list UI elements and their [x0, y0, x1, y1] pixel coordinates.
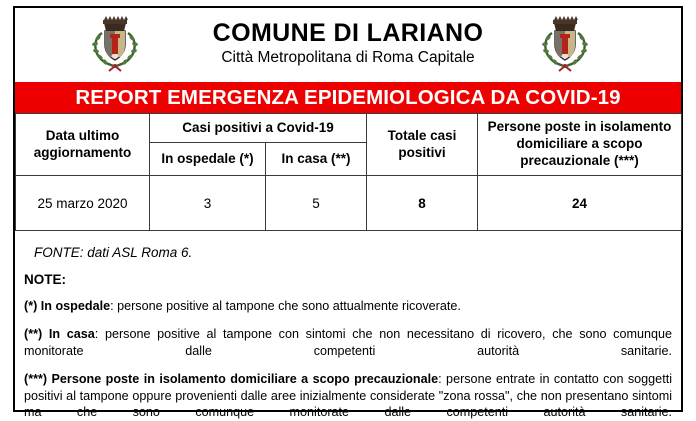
- note-marker: (***): [24, 371, 48, 386]
- page-title: COMUNE DI LARIANO: [212, 18, 484, 47]
- note-term: Persone poste in isolamento domiciliare a scopo precauzionale: [51, 371, 439, 386]
- report-table-wrap: [15, 113, 681, 231]
- note-item: [24, 298, 672, 315]
- note-marker: (*): [24, 299, 38, 313]
- col-header-hospital: In ospedale (*): [150, 143, 266, 176]
- note-text: : persone positive al tampone che sono attualmente ricoverate.: [110, 299, 461, 313]
- note-term: In ospedale: [40, 299, 111, 313]
- table-row: [16, 176, 682, 231]
- source-line: FONTE: dati ASL Roma 6.: [34, 245, 193, 260]
- report-banner: REPORT EMERGENZA EPIDEMIOLOGICA DA COVID-19: [15, 82, 681, 113]
- cell-home: 5: [266, 176, 367, 231]
- note-marker: (**): [24, 326, 43, 341]
- note-item: [24, 326, 672, 360]
- report-table: [15, 113, 682, 231]
- notes-label: NOTE:: [24, 272, 66, 287]
- cell-hospital: 3: [150, 176, 266, 231]
- notes-section: [15, 236, 681, 420]
- note-item: [24, 371, 672, 421]
- col-header-group-positive: Casi positivi a Covid-19: [150, 114, 367, 143]
- coat-of-arms-icon-left: [87, 11, 143, 73]
- page-subtitle: Città Metropolitana di Roma Capitale: [221, 48, 475, 66]
- col-header-isolation: Persone poste in isolamento domiciliare a scopo precauzionale (***): [478, 114, 682, 176]
- table-header-row-group: [16, 114, 682, 143]
- cell-total: 8: [367, 176, 478, 231]
- col-header-total: Totale casi positivi: [367, 114, 478, 176]
- note-term: In casa: [48, 326, 95, 341]
- cell-date: 25 marzo 2020: [16, 176, 150, 231]
- cell-isolation: 24: [478, 176, 682, 231]
- note-text: : persone entrate in contatto con soggetti positivi al tampone oppure provenienti dalle aree inizialmente considerate "zona rossa", che non presentano sintomi ma che sono comunque monitorate dalle competenti autorità sanitarie.: [24, 371, 672, 420]
- document-header: [15, 8, 681, 77]
- coat-of-arms-icon-right: [537, 11, 593, 73]
- note-text: : persone positive al tampone con sintomi che non necessitano di ricovero, che sono comunque monitorate dalle competenti autorità sanitarie.: [24, 326, 672, 358]
- col-header-date: Data ultimo aggiornamento: [16, 114, 150, 176]
- report-frame: [13, 6, 683, 420]
- col-header-home: In casa (**): [266, 143, 367, 176]
